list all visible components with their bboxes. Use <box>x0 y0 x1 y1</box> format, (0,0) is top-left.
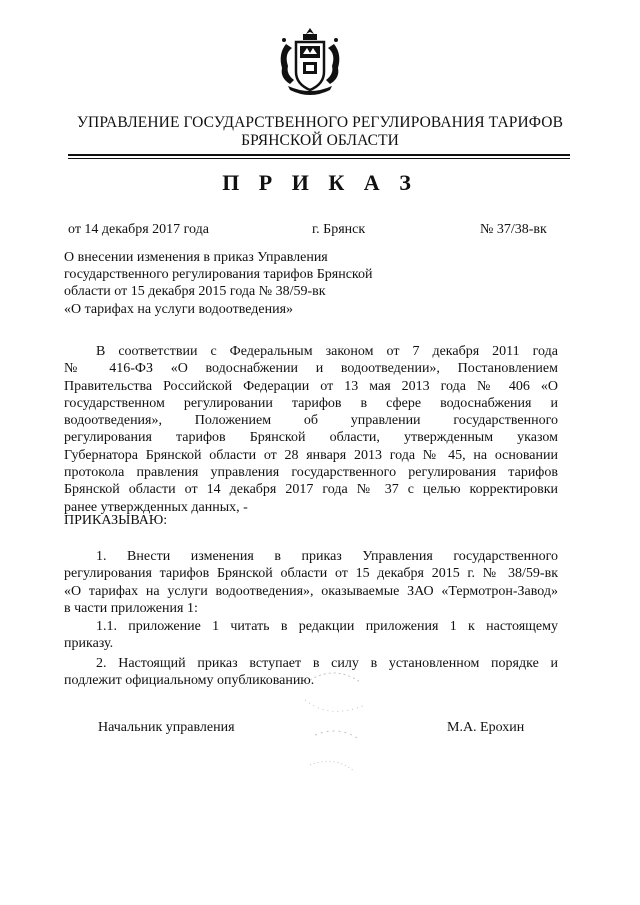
header-rule-thin <box>68 158 570 159</box>
item-1-line: «О тарифах на услуги водоотведения», оказываемые ЗАО «Термотрон-Завод» <box>64 583 558 599</box>
document-number: № 37/38-вк <box>480 222 547 237</box>
preamble-line: государственном регулировании тарифов в сфере водоснабжения и <box>64 395 558 411</box>
preamble-line: протокола правления управления государственного регулирования тарифов <box>64 465 558 481</box>
item-1-line: регулирования тарифов Брянской области от 15 декабря 2015 г. № 38/59-вк <box>64 566 558 582</box>
preamble-line: ранее утвержденных данных, - <box>64 499 248 515</box>
item-2-line: 2. Настоящий приказ вступает в силу в установленном порядке и <box>96 656 558 671</box>
subject-line: государственного регулирования тарифов Брянской <box>64 267 373 283</box>
preamble-line: № 416-ФЗ «О водоснабжении и водоотведении», Постановлением <box>64 361 558 377</box>
header-rule-thick <box>68 154 570 156</box>
document-city: г. Брянск <box>312 222 366 237</box>
agency-name-line2: БРЯНСКОЙ ОБЛАСТИ <box>241 132 399 149</box>
item-1-1-line: 1.1. приложение 1 читать в редакции приложения 1 к настоящему <box>96 619 558 634</box>
item-1-1-line: приказу. <box>64 636 114 652</box>
document-date: от 14 декабря 2017 года <box>68 222 209 237</box>
document-type-title: П Р И К А З <box>222 170 418 195</box>
preamble-paragraph <box>64 343 558 516</box>
preamble-line: Брянской области от 14 декабря 2017 года № 37 с целью корректировки <box>64 482 558 498</box>
signatory-role: Начальник управления <box>98 720 235 735</box>
item-1-line: 1. Внести изменения в приказ Управления государственного <box>96 549 558 564</box>
preamble-line: Правительства Российской Федерации от 13 мая 2013 года № 406 «О <box>64 378 558 394</box>
subject-line: О внесении изменения в приказ Управления <box>64 250 328 265</box>
item-1-1-paragraph <box>64 618 558 653</box>
preamble-line: В соответствии с Федеральным законом от 7 декабря 2011 года <box>96 344 558 359</box>
preamble-line: регулирования тарифов Брянской области, утвержденным указом <box>64 430 558 446</box>
item-1-line: в части приложения 1: <box>64 600 198 616</box>
item-1-paragraph <box>64 548 558 617</box>
preamble-line: водоотведения», Положением об управлении государственного <box>64 413 558 429</box>
subject-line: «О тарифах на услуги водоотведения» <box>64 301 294 317</box>
coat-of-arms-icon <box>270 24 350 100</box>
item-2-line: подлежит официальному опубликованию. <box>64 673 315 689</box>
order-word: ПРИКАЗЫВАЮ: <box>64 513 168 528</box>
faint-stamp-icon <box>290 660 380 790</box>
signatory-name: М.А. Ерохин <box>447 720 525 735</box>
document-subject <box>64 249 444 318</box>
preamble-line: Губернатора Брянской области от 28 января 2013 года № 45, на основании <box>64 447 558 463</box>
subject-line: области от 15 декабря 2015 года № 38/59-вк <box>64 284 326 300</box>
agency-name-line1: УПРАВЛЕНИЕ ГОСУДАРСТВЕННОГО РЕГУЛИРОВАНИЯ ТАРИФОВ <box>76 114 564 131</box>
